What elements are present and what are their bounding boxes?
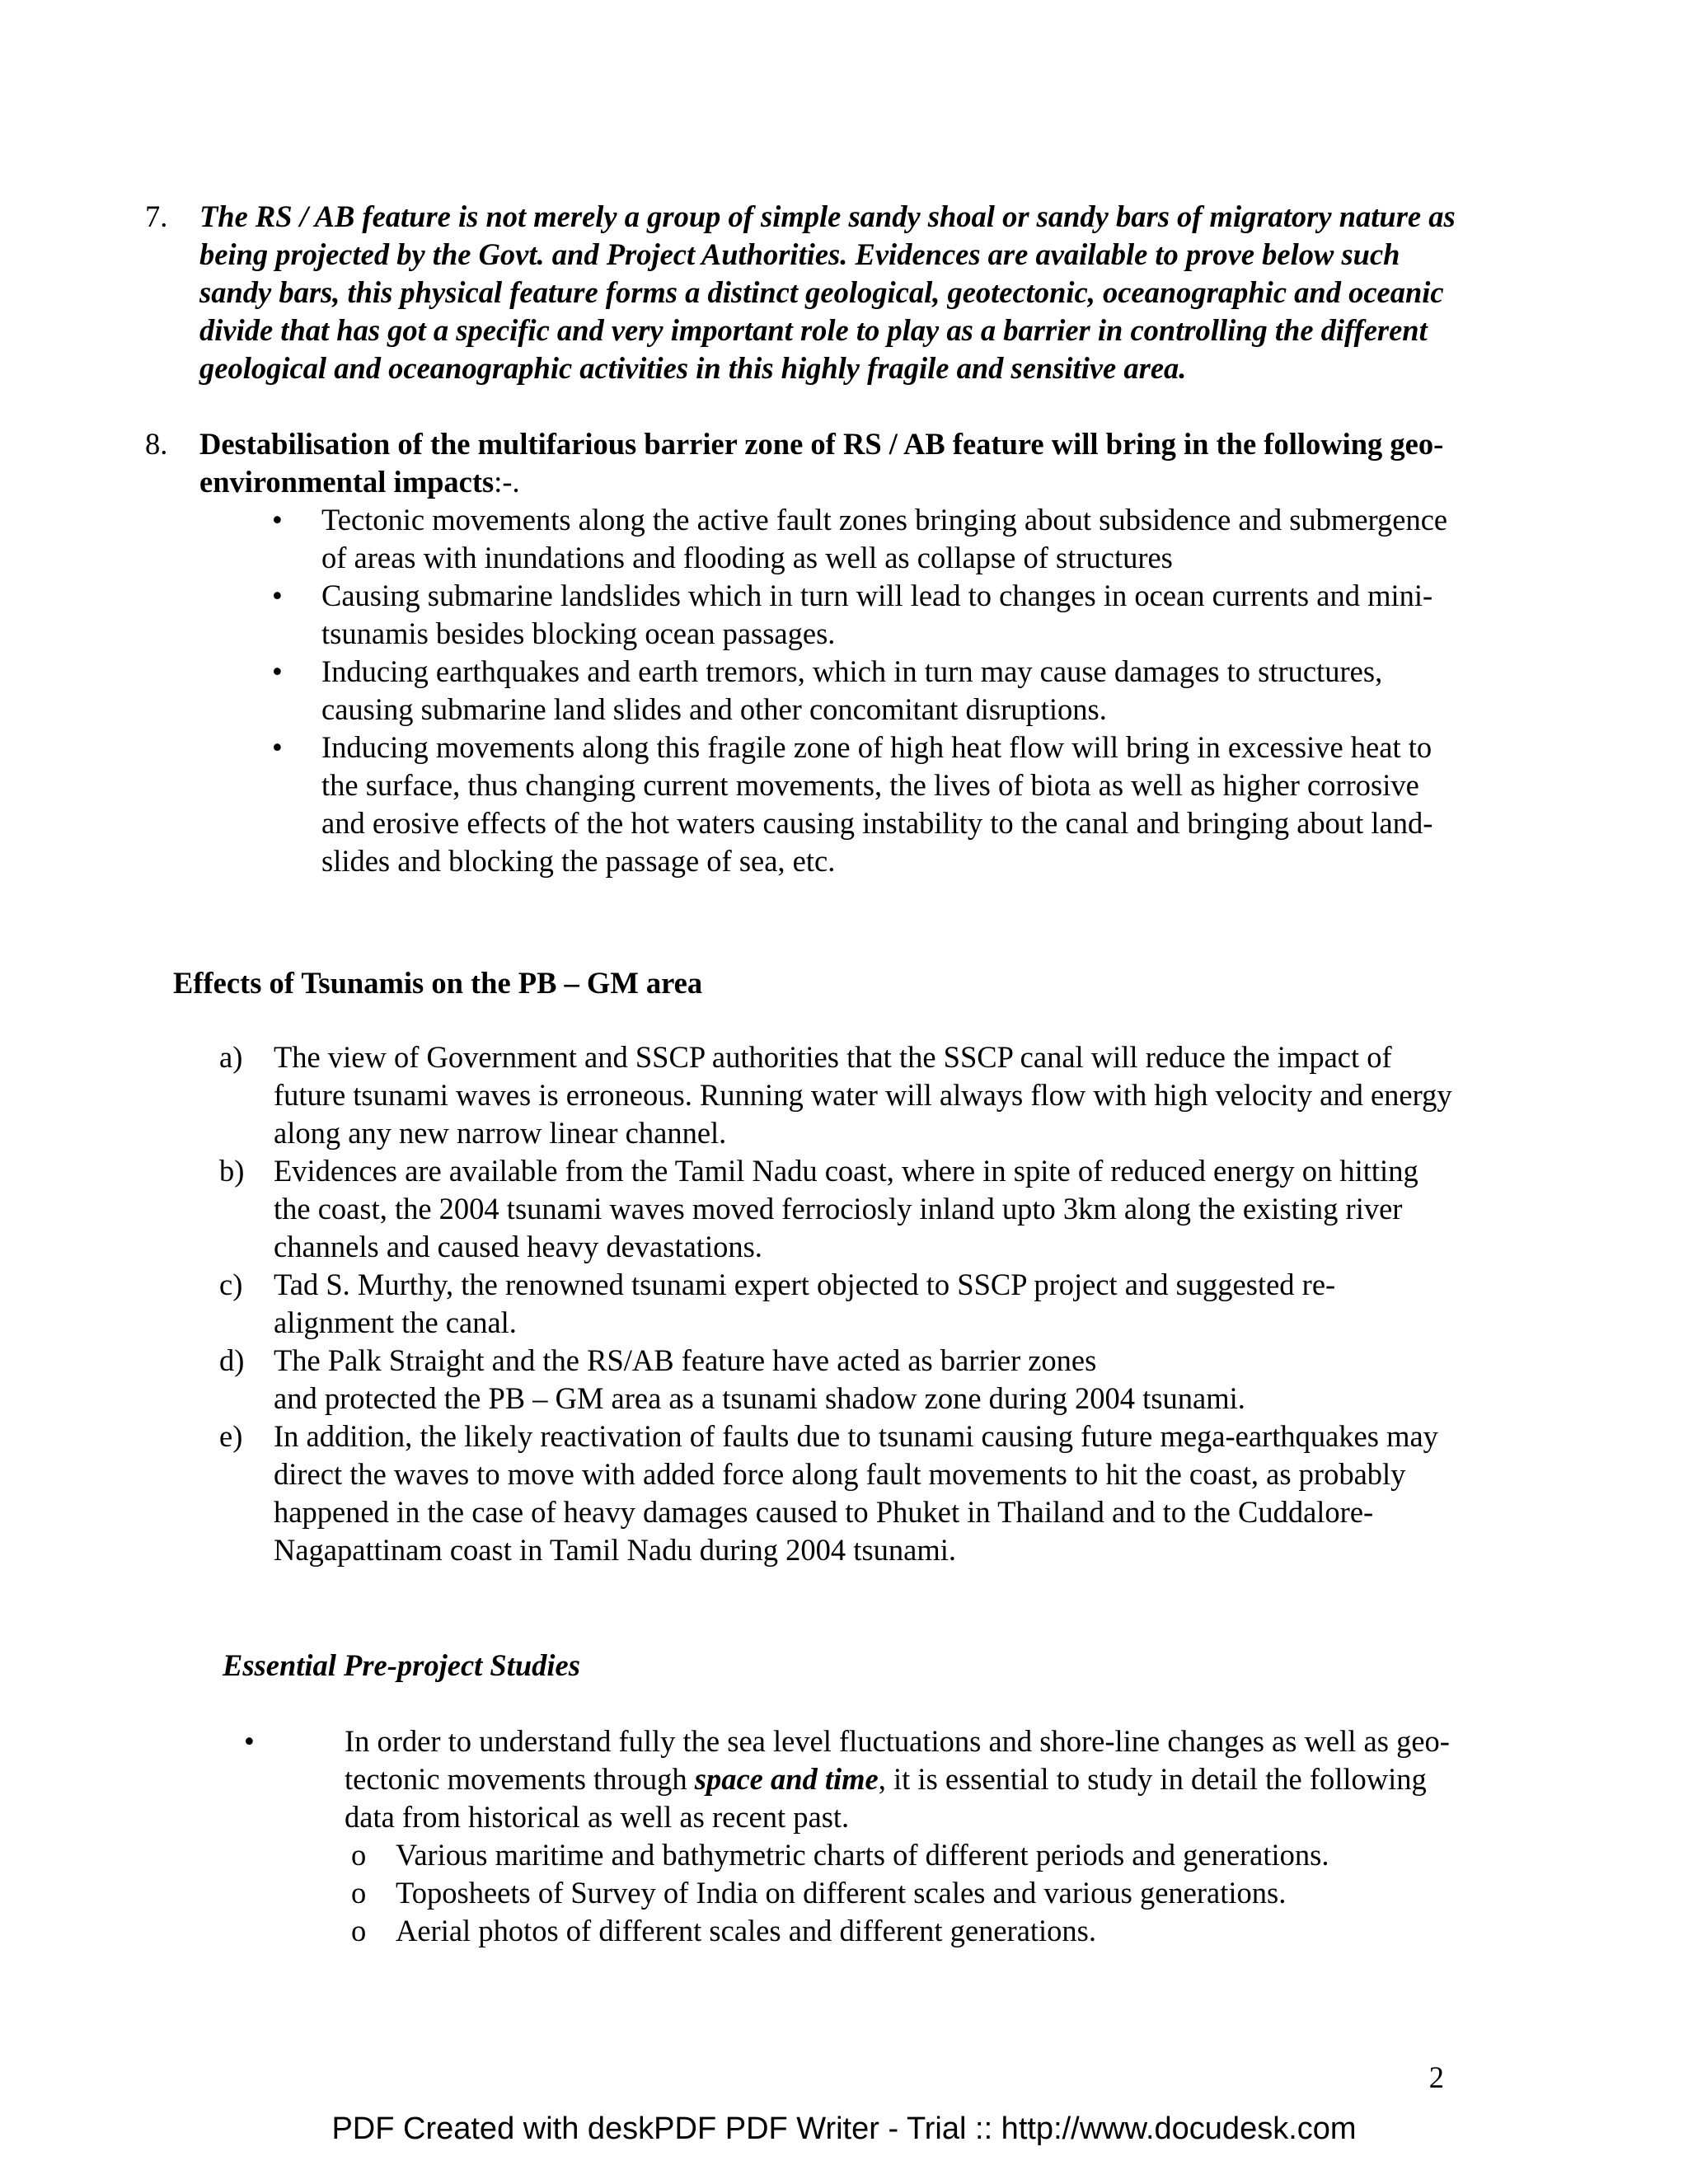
impacts-bullet-list (247, 501, 1467, 880)
item-8-bold-text: Destabilisation of the multifarious barrier zone of RS / AB feature will bring in the following geo-environmental impacts (199, 427, 1444, 499)
list-item: • Inducing movements along this fragile zone of high heat flow will bring in excessive heat to the surface, thus changing current movements, the lives of biota as well as higher corrosive and erosive effects of the hot waters causing instability to the canal and bringing about land-slides and blocking the passage of sea, etc. (272, 730, 1433, 878)
list-item: • Tectonic movements along the active fault zones bringing about subsidence and submergence of areas with inundations and flooding as well as collapse of structures (272, 503, 1448, 574)
list-item: o Toposheets of Survey of India on different scales and various generations. (345, 1874, 1498, 1912)
item-number: 7. (145, 199, 168, 233)
bullet-icon: • (272, 503, 283, 537)
item-8-suffix: :-. (494, 465, 520, 499)
emphasis-text: space and time (694, 1762, 879, 1796)
item-number: 8. (145, 427, 168, 461)
list-item: b) Evidences are available from the Tamil Nadu coast, where in spite of reduced energy on hitting the coast, the 2004 tsunami waves moved ferrociosly inland upto 3km along the existing river channels and caused heavy devastations. (219, 1154, 1418, 1263)
bullet-icon: • (244, 1724, 255, 1758)
item-7-text: The RS / AB feature is not merely a group of simple sandy shoal or sandy bars of migratory nature as being projected by the Govt. and Project Authorities. Evidences are available to prove below such sandy bars, this physical feature forms a distinct geological, geotectonic, oceanographic and oceanic divide that has got a specific and very important role to play as a barrier in controlling the different geological and oceanographic activities in this highly fragile and sensitive area. (199, 199, 1456, 385)
list-item-8 (145, 425, 1464, 501)
list-item: c) Tad S. Murthy, the renowned tsunami expert objected to SSCP project and suggested re-alignment the canal. (219, 1268, 1336, 1339)
circle-bullet-icon: o (351, 1838, 367, 1872)
list-item: • Inducing earthquakes and earth tremors, which in turn may cause damages to structures, causing submarine land slides and other concomitant disruptions. (272, 654, 1383, 726)
pdf-footer: PDF Created with deskPDF PDF Writer - Trial :: http://www.docudesk.com (331, 2111, 1357, 2146)
studies-bullet-item: • In order to understand fully the sea level fluctuations and shore-line changes as well as geo-tectonic movements through space and time, it is essential to study in detail the following data from historical as well as recent past. (244, 1724, 1450, 1834)
list-item: o Aerial photos of different scales and different generations. (345, 1912, 1498, 1950)
section-heading-tsunamis: Effects of Tsunamis on the PB – GM area (173, 966, 703, 1000)
page-number: 2 (1428, 2060, 1444, 2094)
list-item: • Causing submarine landslides which in turn will lead to changes in ocean currents and mini-tsunamis besides blocking ocean passages. (272, 579, 1433, 650)
list-item-7 (145, 198, 1464, 387)
bullet-icon: • (272, 730, 283, 764)
studies-sub-list (345, 1836, 1498, 1950)
bullet-icon: • (272, 579, 283, 612)
list-item: d) The Palk Straight and the RS/AB feature have acted as barrier zones and protected the PB – GM area as a tsunami shadow zone during 2004 tsunami. (219, 1343, 1245, 1415)
list-item: a) The view of Government and SSCP authorities that the SSCP canal will reduce the impact of future tsunami waves is erroneous. Running water will always flow with high velocity and energy along any new narrow linear channel. (219, 1040, 1452, 1150)
list-item: o Various maritime and bathymetric charts of different periods and generations. (345, 1836, 1498, 1874)
bullet-icon: • (272, 654, 283, 688)
list-item: e) In addition, the likely reactivation of faults due to tsunami causing future mega-earthquakes may direct the waves to move with added force along fault movements to hit the coast, as probably happened in the case of heavy damages caused to Phuket in Thailand and to the Cuddalore- Nagapattinam coast in Tamil Nadu during 2004 tsunami. (219, 1419, 1438, 1567)
circle-bullet-icon: o (351, 1914, 367, 1947)
tsunami-lettered-list (219, 1038, 1456, 1569)
section-heading-studies: Essential Pre-project Studies (223, 1648, 580, 1682)
circle-bullet-icon: o (351, 1876, 367, 1910)
